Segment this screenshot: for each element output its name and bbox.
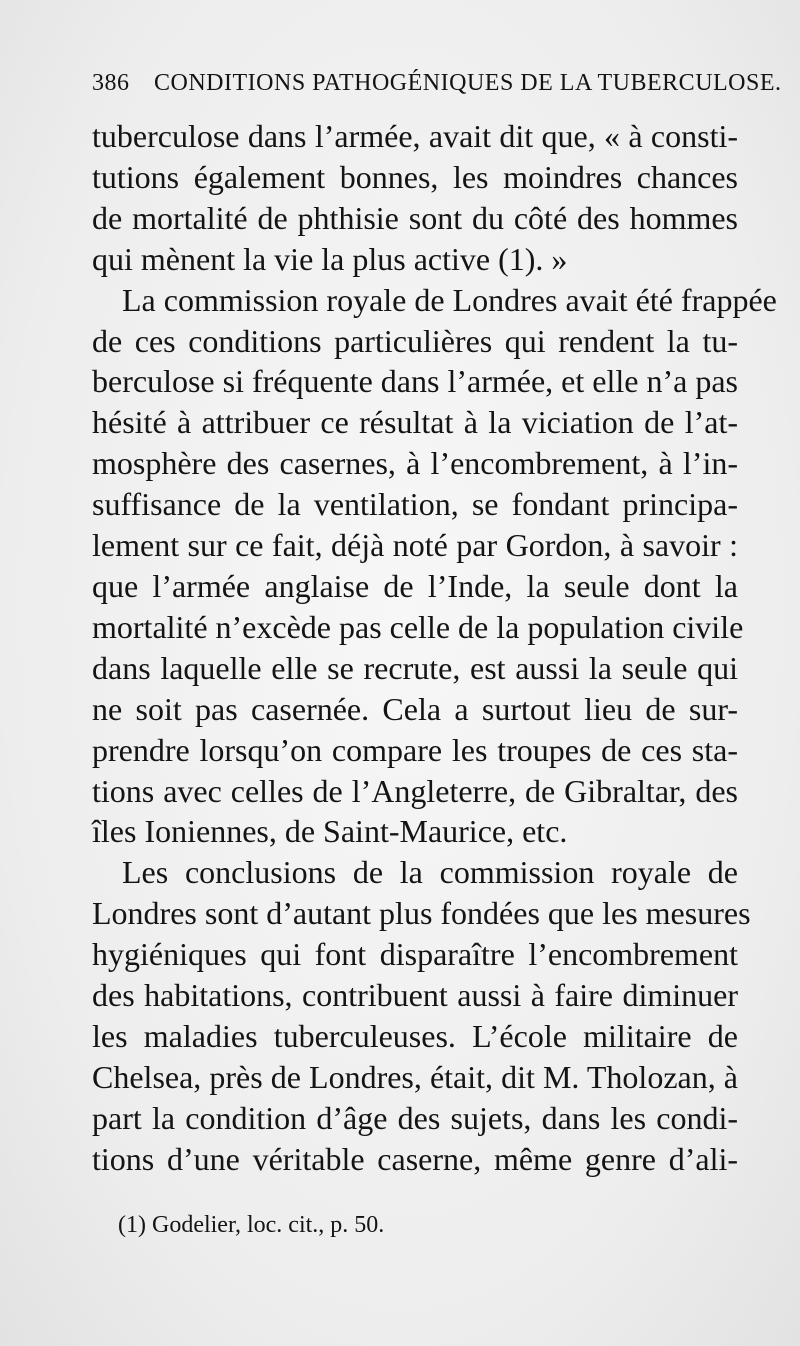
text-line: les maladies tuberculeuses. L’école militaire de [92,1017,738,1054]
body-text [92,116,777,1180]
text-line: hésité à attribuer ce résultat à la viciation de l’at- [92,404,738,441]
text-line: que l’armée anglaise de l’Inde, la seule dont la [92,567,738,604]
page-number: 386 [92,70,130,96]
text-line: berculose si fréquente dans l’armée, et elle n’a pas [92,363,738,400]
text-line: Les conclusions de la commission royale de [122,854,738,891]
text-line: Londres sont d’autant plus fondées que les mesures [92,895,751,932]
text-line: tions avec celles de l’Angleterre, de Gibraltar, des [92,772,738,809]
text-line: ne soit pas casernée. Cela a surtout lieu de sur- [92,690,738,727]
footnote: (1) Godelier, loc. cit., p. 50. [118,1212,385,1238]
text-line: tions d’une véritable caserne, même genre d’ali- [92,1140,738,1177]
text-line: mortalité n’excède pas celle de la population civile [92,608,744,645]
text-line: lement sur ce fait, déjà noté par Gordon, à savoir : [92,527,738,564]
text-line: tuberculose dans l’armée, avait dit que, « à consti- [92,118,738,154]
text-line: tutions également bonnes, les moindres chances [92,158,738,195]
running-header [92,70,782,97]
text-line: hygiéniques qui font disparaître l’encombrement [92,936,738,973]
text-line: Chelsea, près de Londres, était, dit M. Tholozan, à [92,1058,738,1095]
text-line: dans laquelle elle se recrute, est aussi la seule qui [92,649,738,686]
text-line: part la condition d’âge des sujets, dans les condi- [92,1099,738,1136]
text-line: îles Ioniennes, de Saint-Maurice, etc. [92,813,568,850]
text-line: La commission royale de Londres avait été frappée [122,281,777,318]
text-line: de mortalité de phthisie sont du côté des hommes [92,199,738,236]
text-line: suffisance de la ventilation, se fondant principa- [92,486,738,523]
text-line: de ces conditions particulières qui rendent la tu- [92,322,738,359]
text-line: qui mènent la vie la plus active (1). » [92,240,568,277]
text-line: mosphère des casernes, à l’encombrement, à l’in- [92,445,738,482]
text-line: prendre lorsqu’on compare les troupes de ces sta- [92,731,738,768]
running-title: CONDITIONS PATHOGÉNIQUES DE LA TUBERCULOSE. [154,70,782,96]
text-line: des habitations, contribuent aussi à faire diminuer [92,977,738,1014]
